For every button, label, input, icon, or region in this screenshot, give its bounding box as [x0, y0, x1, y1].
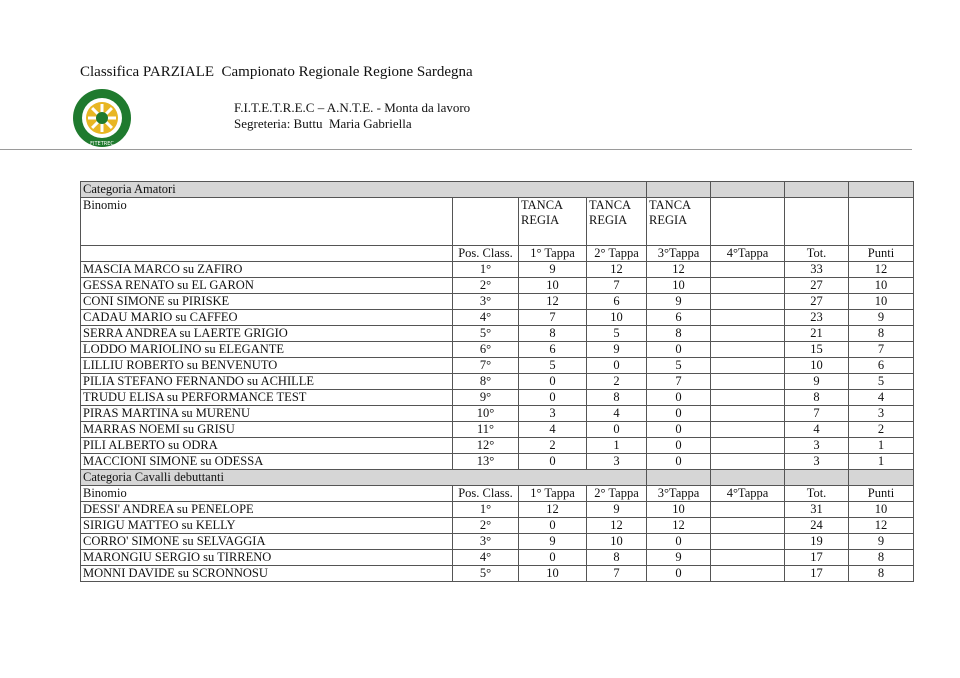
table-row: [81, 406, 914, 422]
value-cell: 10: [849, 502, 914, 518]
value-cell: 5: [849, 374, 914, 390]
value-cell: [711, 566, 785, 582]
value-cell: 5: [647, 358, 711, 374]
column-header-row: [81, 246, 914, 262]
value-cell: 8: [587, 550, 647, 566]
value-cell: 1: [849, 438, 914, 454]
value-cell: 12: [587, 262, 647, 278]
value-cell: [711, 374, 785, 390]
binomio-cell: CADAU MARIO su CAFFEO: [81, 310, 453, 326]
stage-name-line: TANCA: [649, 198, 692, 212]
binomio-cell: MARRAS NOEMI su GRISU: [81, 422, 453, 438]
empty-cell: [849, 198, 914, 246]
stage-name-line: REGIA: [521, 213, 560, 227]
value-cell: 12: [647, 262, 711, 278]
binomio-cell: SERRA ANDREA su LAERTE GRIGIO: [81, 326, 453, 342]
value-cell: 9: [849, 534, 914, 550]
value-cell: 15: [785, 342, 849, 358]
logo-text: FITETREC: [90, 141, 114, 147]
fitetrec-logo: [70, 88, 134, 148]
binomio-cell: PILI ALBERTO su ODRA: [81, 438, 453, 454]
value-cell: 2°: [453, 278, 519, 294]
value-cell: 7: [587, 278, 647, 294]
value-cell: 9: [587, 502, 647, 518]
value-cell: 10: [849, 294, 914, 310]
value-cell: 12: [647, 518, 711, 534]
value-cell: 10: [519, 566, 587, 582]
value-cell: 8°: [453, 374, 519, 390]
value-cell: 3: [785, 454, 849, 470]
table-row: [81, 342, 914, 358]
value-cell: 4°: [453, 550, 519, 566]
column-header: Pos. Class.: [453, 246, 519, 262]
table-row: [81, 438, 914, 454]
value-cell: 7: [849, 342, 914, 358]
stage-name: [587, 198, 647, 246]
value-cell: 5: [519, 358, 587, 374]
stage-names-row: [81, 198, 914, 246]
value-cell: 9: [587, 342, 647, 358]
column-header: 1° Tappa: [519, 486, 587, 502]
value-cell: 0: [647, 342, 711, 358]
table-row: [81, 422, 914, 438]
value-cell: 0: [647, 566, 711, 582]
stage-name: [519, 198, 587, 246]
column-header: 4°Tappa: [711, 246, 785, 262]
value-cell: 12: [519, 294, 587, 310]
binomio-cell: GESSA RENATO su EL GARON: [81, 278, 453, 294]
empty-cell: [785, 198, 849, 246]
standings-table: [80, 181, 914, 582]
value-cell: 10: [587, 534, 647, 550]
value-cell: 3: [587, 454, 647, 470]
value-cell: 27: [785, 278, 849, 294]
value-cell: 3°: [453, 534, 519, 550]
binomio-cell: LODDO MARIOLINO su ELEGANTE: [81, 342, 453, 358]
column-header: Tot.: [785, 246, 849, 262]
value-cell: 7: [647, 374, 711, 390]
binomio-cell: MONNI DAVIDE su SCRONNOSU: [81, 566, 453, 582]
value-cell: 24: [785, 518, 849, 534]
value-cell: [711, 326, 785, 342]
category-header-cell: [647, 470, 711, 486]
table-row: [81, 390, 914, 406]
value-cell: 8: [849, 550, 914, 566]
stage-name: [647, 198, 711, 246]
value-cell: 9: [785, 374, 849, 390]
value-cell: 4: [587, 406, 647, 422]
binomio-cell: LILLIU ROBERTO su BENVENUTO: [81, 358, 453, 374]
value-cell: 9: [647, 294, 711, 310]
org-line-2: Segreteria: Buttu Maria Gabriella: [234, 116, 412, 131]
value-cell: 12: [519, 502, 587, 518]
stage-name-line: REGIA: [589, 213, 628, 227]
value-cell: 17: [785, 566, 849, 582]
value-cell: [711, 534, 785, 550]
value-cell: 8: [849, 566, 914, 582]
value-cell: [711, 518, 785, 534]
empty-cell: [711, 198, 785, 246]
value-cell: [711, 358, 785, 374]
value-cell: [711, 438, 785, 454]
binomio-cell: SIRIGU MATTEO su KELLY: [81, 518, 453, 534]
value-cell: 10: [849, 278, 914, 294]
value-cell: 5°: [453, 566, 519, 582]
value-cell: 9: [519, 262, 587, 278]
empty-cell: [453, 198, 519, 246]
value-cell: 0: [647, 454, 711, 470]
value-cell: 9: [849, 310, 914, 326]
value-cell: 6: [647, 310, 711, 326]
category-name: Categoria Cavalli debuttanti: [81, 470, 647, 486]
value-cell: 10: [587, 310, 647, 326]
value-cell: 4°: [453, 310, 519, 326]
value-cell: 5: [587, 326, 647, 342]
column-header: 1° Tappa: [519, 246, 587, 262]
value-cell: 9: [519, 534, 587, 550]
value-cell: 27: [785, 294, 849, 310]
value-cell: 10°: [453, 406, 519, 422]
value-cell: 9: [647, 550, 711, 566]
column-header: 3°Tappa: [647, 246, 711, 262]
value-cell: 1°: [453, 502, 519, 518]
value-cell: 23: [785, 310, 849, 326]
value-cell: 33: [785, 262, 849, 278]
value-cell: 10: [785, 358, 849, 374]
column-header-row: [81, 486, 914, 502]
column-header: 2° Tappa: [587, 486, 647, 502]
value-cell: 0: [519, 390, 587, 406]
stage-name-line: REGIA: [649, 213, 688, 227]
value-cell: 1: [849, 454, 914, 470]
value-cell: 0: [647, 390, 711, 406]
value-cell: 0: [647, 534, 711, 550]
binomio-cell: MARONGIU SERGIO su TIRRENO: [81, 550, 453, 566]
value-cell: 7°: [453, 358, 519, 374]
binomio-label: Binomio: [81, 198, 453, 246]
binomio-cell: CORRO' SIMONE su SELVAGGIA: [81, 534, 453, 550]
value-cell: 1°: [453, 262, 519, 278]
value-cell: 0: [519, 374, 587, 390]
value-cell: 5°: [453, 326, 519, 342]
category-header-cell: [711, 182, 785, 198]
value-cell: 12: [587, 518, 647, 534]
value-cell: 12: [849, 518, 914, 534]
value-cell: 8: [849, 326, 914, 342]
column-header: Punti: [849, 486, 914, 502]
value-cell: 2: [849, 422, 914, 438]
stage-name-line: TANCA: [589, 198, 632, 212]
value-cell: 0: [587, 422, 647, 438]
value-cell: 9°: [453, 390, 519, 406]
binomio-label: Binomio: [81, 486, 453, 502]
table-row: [81, 278, 914, 294]
table-row: [81, 294, 914, 310]
value-cell: 8: [785, 390, 849, 406]
value-cell: 2: [587, 374, 647, 390]
value-cell: 7: [519, 310, 587, 326]
category-header-cell: [711, 470, 785, 486]
value-cell: 3: [849, 406, 914, 422]
column-header: 4°Tappa: [711, 486, 785, 502]
value-cell: [711, 342, 785, 358]
value-cell: 21: [785, 326, 849, 342]
table-row: [81, 566, 914, 582]
value-cell: [711, 502, 785, 518]
value-cell: 4: [849, 390, 914, 406]
value-cell: 31: [785, 502, 849, 518]
value-cell: 3: [519, 406, 587, 422]
empty-cell: [81, 246, 453, 262]
column-header: Punti: [849, 246, 914, 262]
value-cell: [711, 454, 785, 470]
category-header-row: [81, 470, 914, 486]
column-header: 3°Tappa: [647, 486, 711, 502]
value-cell: 8: [587, 390, 647, 406]
value-cell: [711, 310, 785, 326]
value-cell: 8: [519, 326, 587, 342]
value-cell: 12°: [453, 438, 519, 454]
value-cell: [711, 422, 785, 438]
value-cell: 6: [587, 294, 647, 310]
value-cell: [711, 294, 785, 310]
value-cell: [711, 262, 785, 278]
value-cell: [711, 390, 785, 406]
value-cell: 7: [587, 566, 647, 582]
value-cell: 4: [519, 422, 587, 438]
category-header-cell: [647, 182, 711, 198]
value-cell: 4: [785, 422, 849, 438]
table-row: [81, 502, 914, 518]
value-cell: 19: [785, 534, 849, 550]
value-cell: [711, 550, 785, 566]
binomio-cell: PIRAS MARTINA su MURENU: [81, 406, 453, 422]
binomio-cell: DESSI' ANDREA su PENELOPE: [81, 502, 453, 518]
value-cell: 0: [519, 518, 587, 534]
value-cell: 8: [647, 326, 711, 342]
binomio-cell: PILIA STEFANO FERNANDO su ACHILLE: [81, 374, 453, 390]
stage-name-line: TANCA: [521, 198, 564, 212]
organization-info: [234, 100, 470, 132]
category-header-cell: [785, 182, 849, 198]
value-cell: 1: [587, 438, 647, 454]
value-cell: 0: [587, 358, 647, 374]
column-header: Pos. Class.: [453, 486, 519, 502]
table-row: [81, 326, 914, 342]
value-cell: 7: [785, 406, 849, 422]
table-row: [81, 262, 914, 278]
column-header: Tot.: [785, 486, 849, 502]
org-line-1: F.I.T.E.T.R.E.C – A.N.T.E. - Monta da lavoro: [234, 100, 471, 115]
category-header-cell: [785, 470, 849, 486]
category-header-cell: [849, 182, 914, 198]
value-cell: 3: [785, 438, 849, 454]
category-header-cell: [849, 470, 914, 486]
value-cell: 11°: [453, 422, 519, 438]
value-cell: 6: [519, 342, 587, 358]
value-cell: [711, 278, 785, 294]
table-row: [81, 454, 914, 470]
value-cell: 6°: [453, 342, 519, 358]
table-row: [81, 310, 914, 326]
binomio-cell: MASCIA MARCO su ZAFIRO: [81, 262, 453, 278]
value-cell: 0: [647, 422, 711, 438]
value-cell: 10: [647, 278, 711, 294]
value-cell: 2°: [453, 518, 519, 534]
category-name: Categoria Amatori: [81, 182, 647, 198]
value-cell: 6: [849, 358, 914, 374]
category-header-row: [81, 182, 914, 198]
value-cell: 0: [647, 438, 711, 454]
page-title: Classifica PARZIALE Campionato Regionale Regione Sardegna: [80, 64, 473, 80]
value-cell: 0: [647, 406, 711, 422]
table-row: [81, 550, 914, 566]
value-cell: 10: [519, 278, 587, 294]
binomio-cell: MACCIONI SIMONE su ODESSA: [81, 454, 453, 470]
header-divider: [0, 149, 912, 150]
table-row: [81, 358, 914, 374]
value-cell: 0: [519, 454, 587, 470]
table-row: [81, 534, 914, 550]
value-cell: 3°: [453, 294, 519, 310]
column-header: 2° Tappa: [587, 246, 647, 262]
value-cell: 0: [519, 550, 587, 566]
binomio-cell: CONI SIMONE su PIRISKE: [81, 294, 453, 310]
value-cell: 2: [519, 438, 587, 454]
value-cell: 10: [647, 502, 711, 518]
table-row: [81, 374, 914, 390]
binomio-cell: TRUDU ELISA su PERFORMANCE TEST: [81, 390, 453, 406]
value-cell: 12: [849, 262, 914, 278]
value-cell: 13°: [453, 454, 519, 470]
value-cell: [711, 406, 785, 422]
table-row: [81, 518, 914, 534]
value-cell: 17: [785, 550, 849, 566]
